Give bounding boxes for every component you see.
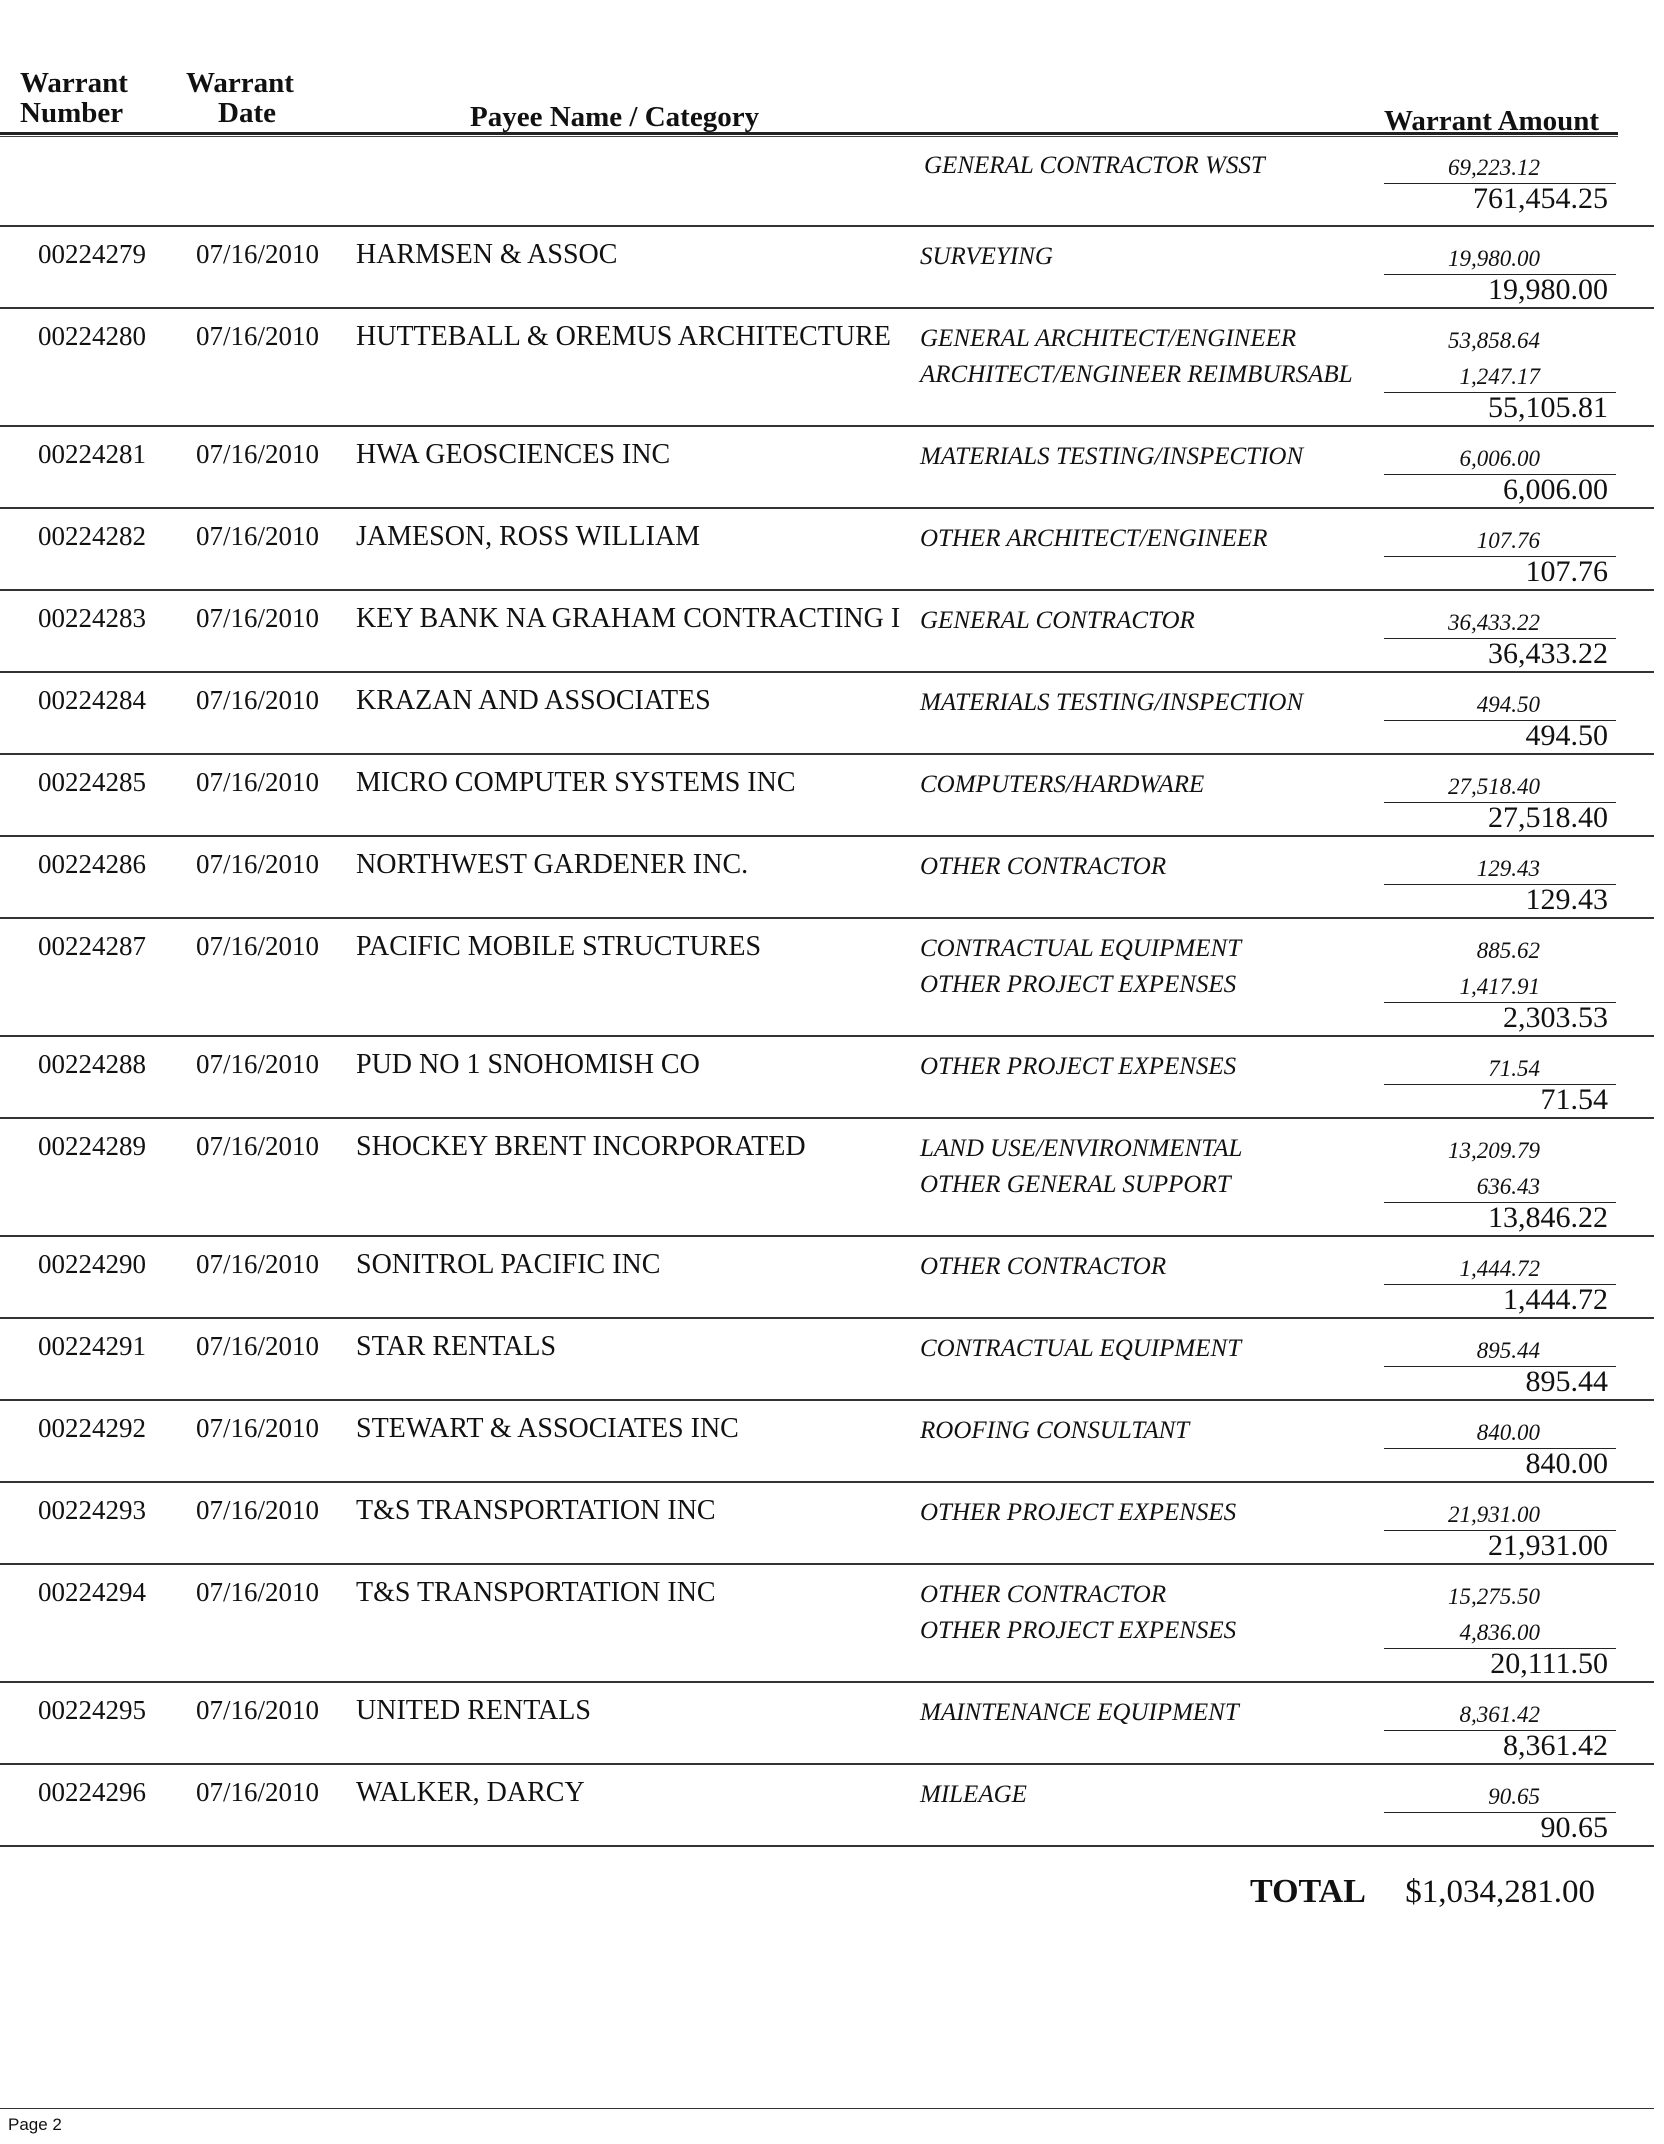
continued-amount: 69,223.12 xyxy=(1448,155,1540,180)
grand-total-label: TOTAL xyxy=(1250,1873,1366,1910)
warrant-number: 00224291 xyxy=(38,1331,146,1361)
warrant-number: 00224284 xyxy=(38,685,146,715)
payee-name: UNITED RENTALS xyxy=(356,1695,591,1726)
category-label: OTHER CONTRACTOR xyxy=(920,1253,1167,1280)
line-amount: 53,858.64 xyxy=(1448,328,1540,353)
row-separator xyxy=(0,1763,1654,1765)
row-separator xyxy=(0,1681,1654,1683)
table-row xyxy=(0,507,1664,589)
category-label: MILEAGE xyxy=(920,1781,1027,1808)
line-amount: 21,931.00 xyxy=(1448,1502,1540,1527)
row-separator xyxy=(0,1117,1654,1119)
row-separator xyxy=(0,835,1654,837)
table-row xyxy=(0,835,1664,917)
warrant-date: 07/16/2010 xyxy=(196,1249,320,1279)
header-warrant-amount: Warrant Amount xyxy=(1384,105,1600,137)
warrant-total: 2,303.53 xyxy=(1503,1001,1608,1034)
category-label: OTHER ARCHITECT/ENGINEER xyxy=(920,525,1268,552)
row-separator xyxy=(0,1035,1654,1037)
line-amount: 6,006.00 xyxy=(1459,446,1540,471)
header-warrant-number-line1: Warrant xyxy=(20,67,128,99)
line-amount: 27,518.40 xyxy=(1448,774,1540,799)
payee-name: KRAZAN AND ASSOCIATES xyxy=(356,685,711,716)
payee-name: T&S TRANSPORTATION INC xyxy=(356,1495,716,1526)
header-warrant-date-line2: Date xyxy=(218,97,276,129)
warrant-date: 07/16/2010 xyxy=(196,1695,320,1725)
warrant-total: 27,518.40 xyxy=(1488,801,1608,834)
warrant-date: 07/16/2010 xyxy=(196,1131,320,1161)
warrant-number: 00224283 xyxy=(38,603,146,633)
line-amount: 1,247.17 xyxy=(1459,364,1540,389)
category-label: ARCHITECT/ENGINEER REIMBURSABL xyxy=(920,361,1353,388)
header-payee-category: Payee Name / Category xyxy=(470,101,760,133)
payee-name: NORTHWEST GARDENER INC. xyxy=(356,849,749,880)
line-amount: 8,361.42 xyxy=(1459,1702,1540,1727)
warrant-total: 55,105.81 xyxy=(1488,391,1608,424)
warrant-total: 20,111.50 xyxy=(1490,1647,1608,1680)
table-row xyxy=(0,1481,1664,1563)
warrant-date: 07/16/2010 xyxy=(196,321,320,351)
category-label: OTHER PROJECT EXPENSES xyxy=(920,971,1237,998)
category-label: OTHER PROJECT EXPENSES xyxy=(920,1617,1237,1644)
table-row xyxy=(0,917,1664,1035)
row-separator xyxy=(0,507,1654,509)
warrant-number: 00224289 xyxy=(38,1131,146,1161)
category-label: OTHER PROJECT EXPENSES xyxy=(920,1053,1237,1080)
warrant-total: 8,361.42 xyxy=(1503,1729,1608,1762)
line-amount: 71.54 xyxy=(1488,1056,1540,1081)
warrant-date: 07/16/2010 xyxy=(196,1777,320,1807)
warrant-date: 07/16/2010 xyxy=(196,767,320,797)
payee-name: MICRO COMPUTER SYSTEMS INC xyxy=(356,767,796,798)
warrant-number: 00224287 xyxy=(38,931,146,961)
payee-name: SONITROL PACIFIC INC xyxy=(356,1249,661,1280)
warrant-date: 07/16/2010 xyxy=(196,439,320,469)
warrant-number: 00224281 xyxy=(38,439,146,469)
payee-name: PUD NO 1 SNOHOMISH CO xyxy=(356,1049,700,1080)
line-amount: 1,444.72 xyxy=(1459,1256,1540,1281)
line-amount: 36,433.22 xyxy=(1448,610,1540,635)
warrant-number: 00224290 xyxy=(38,1249,146,1279)
warrant-date: 07/16/2010 xyxy=(196,849,320,879)
line-amount: 107.76 xyxy=(1476,528,1540,553)
warrant-total: 71.54 xyxy=(1540,1083,1608,1116)
warrant-number: 00224279 xyxy=(38,239,146,269)
warrant-total: 13,846.22 xyxy=(1488,1201,1608,1234)
category-label: OTHER CONTRACTOR xyxy=(920,1581,1167,1608)
category-label: ROOFING CONSULTANT xyxy=(920,1417,1190,1444)
row-separator xyxy=(0,589,1654,591)
warrant-total: 129.43 xyxy=(1525,883,1608,916)
category-label: GENERAL ARCHITECT/ENGINEER xyxy=(920,325,1297,352)
row-separator xyxy=(0,425,1654,427)
category-label: COMPUTERS/HARDWARE xyxy=(920,771,1205,798)
category-label: CONTRACTUAL EQUIPMENT xyxy=(920,935,1242,962)
table-row xyxy=(0,307,1664,425)
payee-name: SHOCKEY BRENT INCORPORATED xyxy=(356,1131,806,1162)
warrant-date: 07/16/2010 xyxy=(196,1413,320,1443)
warrant-number: 00224296 xyxy=(38,1777,146,1807)
warrant-number: 00224293 xyxy=(38,1495,146,1525)
table-row xyxy=(0,1235,1664,1317)
continued-total: 761,454.25 xyxy=(1473,182,1608,215)
table-row xyxy=(0,425,1664,507)
line-amount: 895.44 xyxy=(1476,1338,1540,1363)
warrant-number: 00224282 xyxy=(38,521,146,551)
warrant-total: 840.00 xyxy=(1525,1447,1608,1480)
row-separator xyxy=(0,307,1654,309)
warrant-total: 90.65 xyxy=(1540,1811,1608,1844)
line-amount: 1,417.91 xyxy=(1459,974,1540,999)
payee-name: HARMSEN & ASSOC xyxy=(356,239,618,270)
payee-name: T&S TRANSPORTATION INC xyxy=(356,1577,716,1608)
warrant-total: 21,931.00 xyxy=(1488,1529,1608,1562)
table-row xyxy=(0,1681,1664,1763)
category-label: SURVEYING xyxy=(920,243,1053,270)
header-warrant-date-line1: Warrant xyxy=(186,67,294,99)
warrant-date: 07/16/2010 xyxy=(196,1495,320,1525)
line-amount: 129.43 xyxy=(1476,856,1540,881)
line-amount: 840.00 xyxy=(1476,1420,1540,1445)
warrant-date: 07/16/2010 xyxy=(196,931,320,961)
warrant-number: 00224285 xyxy=(38,767,146,797)
footer-rule xyxy=(0,2108,1654,2109)
table-row xyxy=(0,1117,1664,1235)
row-separator xyxy=(0,1235,1654,1237)
warrant-number: 00224286 xyxy=(38,849,146,879)
warrant-number: 00224295 xyxy=(38,1695,146,1725)
warrant-total: 895.44 xyxy=(1525,1365,1608,1398)
warrant-date: 07/16/2010 xyxy=(196,1049,320,1079)
line-amount: 4,836.00 xyxy=(1459,1620,1540,1645)
warrant-number: 00224292 xyxy=(38,1413,146,1443)
row-separator xyxy=(0,1317,1654,1319)
warrant-total: 19,980.00 xyxy=(1488,273,1608,306)
warrant-date: 07/16/2010 xyxy=(196,521,320,551)
warrant-date: 07/16/2010 xyxy=(196,1577,320,1607)
row-separator xyxy=(0,671,1654,673)
category-label: GENERAL CONTRACTOR xyxy=(920,607,1195,634)
category-label: CONTRACTUAL EQUIPMENT xyxy=(920,1335,1242,1362)
table-row xyxy=(0,1035,1664,1117)
warrant-date: 07/16/2010 xyxy=(196,1331,320,1361)
category-label: MAINTENANCE EQUIPMENT xyxy=(920,1699,1239,1726)
table-row xyxy=(0,753,1664,835)
table-row xyxy=(0,225,1664,307)
warrant-date: 07/16/2010 xyxy=(196,685,320,715)
payee-name: HWA GEOSCIENCES INC xyxy=(356,439,671,470)
warrant-total: 494.50 xyxy=(1525,719,1608,752)
table-row xyxy=(0,589,1664,671)
warrant-total: 1,444.72 xyxy=(1503,1283,1608,1316)
warrant-number: 00224280 xyxy=(38,321,146,351)
category-label: OTHER GENERAL SUPPORT xyxy=(920,1171,1231,1198)
row-separator xyxy=(0,1399,1654,1401)
payee-name: KEY BANK NA GRAHAM CONTRACTING I xyxy=(356,603,901,634)
line-amount: 15,275.50 xyxy=(1448,1584,1540,1609)
payee-name: STAR RENTALS xyxy=(356,1331,557,1362)
warrant-date: 07/16/2010 xyxy=(196,239,320,269)
table-row xyxy=(0,671,1664,753)
warrant-total: 36,433.22 xyxy=(1488,637,1608,670)
table-row xyxy=(0,1563,1664,1681)
category-label: OTHER CONTRACTOR xyxy=(920,853,1167,880)
payee-name: HUTTEBALL & OREMUS ARCHITECTURE xyxy=(356,321,891,352)
table-end-rule xyxy=(0,1845,1654,1847)
warrant-total: 107.76 xyxy=(1525,555,1608,588)
line-amount: 636.43 xyxy=(1476,1174,1540,1199)
line-amount: 19,980.00 xyxy=(1448,246,1540,271)
row-separator xyxy=(0,753,1654,755)
category-label: MATERIALS TESTING/INSPECTION xyxy=(920,689,1304,716)
page-number: Page 2 xyxy=(8,2115,62,2134)
continued-category: GENERAL CONTRACTOR WSST xyxy=(924,152,1265,179)
table-row xyxy=(0,1763,1664,1845)
warrant-total: 6,006.00 xyxy=(1503,473,1608,506)
category-label: OTHER PROJECT EXPENSES xyxy=(920,1499,1237,1526)
line-amount: 13,209.79 xyxy=(1448,1138,1540,1163)
warrant-number: 00224294 xyxy=(38,1577,146,1607)
payee-name: JAMESON, ROSS WILLIAM xyxy=(356,521,701,552)
row-separator xyxy=(0,1563,1654,1565)
payee-name: WALKER, DARCY xyxy=(356,1777,585,1808)
line-amount: 90.65 xyxy=(1488,1784,1540,1809)
warrant-number: 00224288 xyxy=(38,1049,146,1079)
line-amount: 885.62 xyxy=(1476,938,1540,963)
line-amount: 494.50 xyxy=(1476,692,1540,717)
row-separator xyxy=(0,225,1654,227)
grand-total-value: $1,034,281.00 xyxy=(1405,1874,1595,1910)
table-row xyxy=(0,1399,1664,1481)
table-row xyxy=(0,1317,1664,1399)
row-separator xyxy=(0,1481,1654,1483)
payee-name: PACIFIC MOBILE STRUCTURES xyxy=(356,931,762,962)
row-separator xyxy=(0,917,1654,919)
category-label: LAND USE/ENVIRONMENTAL xyxy=(920,1135,1243,1162)
header-warrant-number-line2: Number xyxy=(20,97,124,129)
payee-name: STEWART & ASSOCIATES INC xyxy=(356,1413,739,1444)
category-label: MATERIALS TESTING/INSPECTION xyxy=(920,443,1304,470)
warrant-date: 07/16/2010 xyxy=(196,603,320,633)
